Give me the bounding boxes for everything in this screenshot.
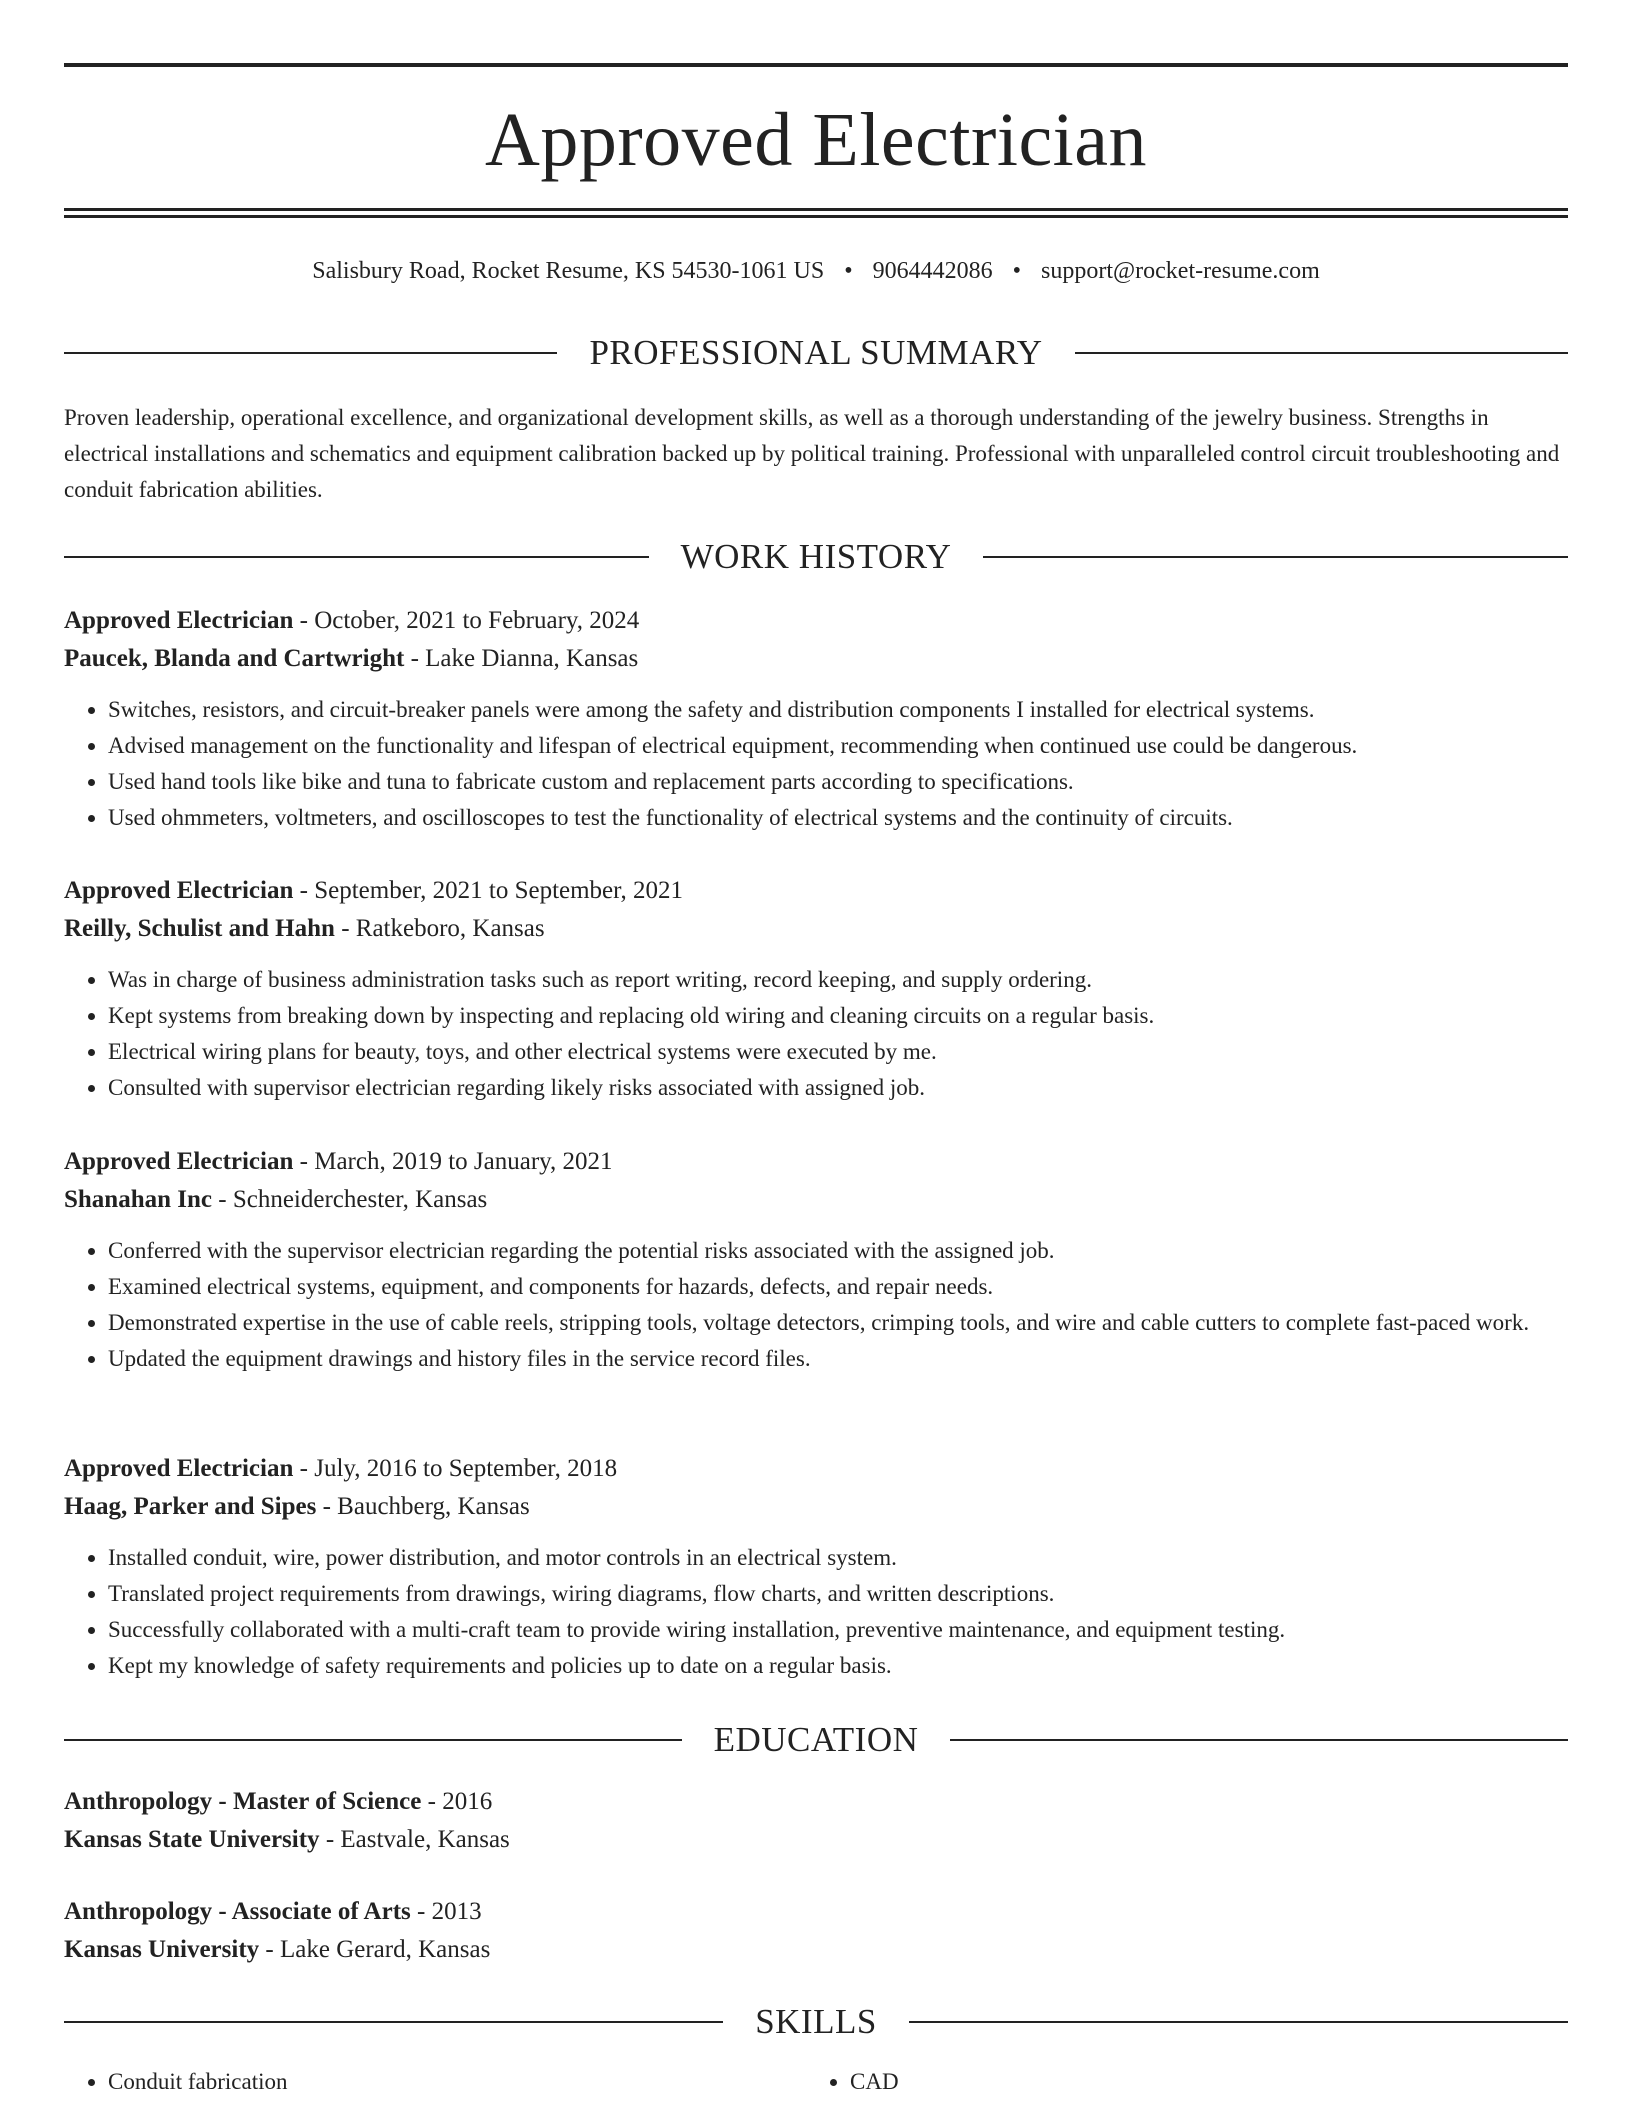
skills-columns xyxy=(64,2064,1568,2100)
job-role: Approved Electrician xyxy=(64,1148,294,1175)
section-rule-left xyxy=(64,2021,723,2023)
job-company: Reilly, Schulist and Hahn xyxy=(64,915,335,942)
job-title-line xyxy=(64,602,1568,640)
contact-phone: 9064442086 xyxy=(872,258,993,284)
section-rule-left xyxy=(64,556,649,558)
job-company-line xyxy=(64,1181,1568,1219)
education-year: - 2013 xyxy=(410,1898,482,1925)
job-company-line xyxy=(64,1488,1568,1526)
education-degree-line xyxy=(64,1783,1568,1821)
job-bullet: • Examined electrical systems, equipment, and components for hazards, defects, and repair needs. xyxy=(108,1269,1568,1305)
education-school: Kansas University xyxy=(64,1936,260,1963)
candidate-name: Approved Electrician xyxy=(484,98,1148,182)
section-rule-left xyxy=(64,352,557,354)
header-top-rule xyxy=(64,63,1568,67)
job-bullet: • Conferred with the supervisor electrician regarding the potential risks associated with the assigned job. xyxy=(108,1233,1568,1269)
job-bullet: • Electrical wiring plans for beauty, toys, and other electrical systems were executed by me. xyxy=(108,1034,1568,1070)
section-header-summary xyxy=(64,331,1568,375)
contact-separator: • xyxy=(844,258,853,284)
skill-item: • CAD xyxy=(850,2064,1548,2100)
contact-email: support@rocket-resume.com xyxy=(1041,258,1320,284)
job-location: - Ratkeboro, Kansas xyxy=(334,915,545,942)
section-rule-right xyxy=(909,2021,1568,2023)
job-dates: - March, 2019 to January, 2021 xyxy=(293,1148,613,1175)
job-bullet-list xyxy=(64,1233,1568,1377)
job-bullet: • Translated project requirements from drawings, wiring diagrams, flow charts, and written descriptions. xyxy=(108,1576,1568,1612)
section-title-education: EDUCATION xyxy=(713,1720,919,1759)
education-degree: Anthropology - Master of Science xyxy=(64,1788,422,1815)
contact-line xyxy=(64,254,1568,288)
job-entry xyxy=(64,1143,1568,1377)
job-bullet: • Used hand tools like bike and tuna to fabricate custom and replacement parts according to specifications. xyxy=(108,764,1568,800)
section-rule-right xyxy=(983,556,1568,558)
education-degree: Anthropology - Associate of Arts xyxy=(64,1898,411,1925)
education-school-line xyxy=(64,1821,1568,1859)
header-double-rule-upper xyxy=(64,208,1568,211)
job-bullet: • Updated the equipment drawings and history files in the service record files. xyxy=(108,1341,1568,1377)
job-company: Shanahan Inc xyxy=(64,1186,212,1213)
job-role: Approved Electrician xyxy=(64,877,294,904)
skills-list-left xyxy=(64,2064,806,2100)
job-bullet: • Installed conduit, wire, power distribution, and motor controls in an electrical system. xyxy=(108,1540,1568,1576)
job-location: - Bauchberg, Kansas xyxy=(316,1493,530,1520)
job-entry xyxy=(64,602,1568,836)
job-bullet: • Kept systems from breaking down by inspecting and replacing old wiring and cleaning circuits on a regular basis. xyxy=(108,998,1568,1034)
education-school-line xyxy=(64,1931,1568,1969)
job-bullet: • Kept my knowledge of safety requirements and policies up to date on a regular basis. xyxy=(108,1648,1568,1684)
job-location: - Lake Dianna, Kansas xyxy=(404,645,639,672)
job-title-line xyxy=(64,872,1568,910)
job-dates: - September, 2021 to September, 2021 xyxy=(293,877,683,904)
education-year: - 2016 xyxy=(421,1788,493,1815)
skills-list-right xyxy=(806,2064,1548,2100)
section-header-skills xyxy=(64,2000,1568,2044)
job-dates: - October, 2021 to February, 2024 xyxy=(293,607,640,634)
education-entry xyxy=(64,1893,1568,1969)
job-location: - Schneiderchester, Kansas xyxy=(212,1186,488,1213)
job-bullet: • Was in charge of business administration tasks such as report writing, record keeping, and supply ordering. xyxy=(108,962,1568,998)
header-double-rule-lower xyxy=(64,215,1568,218)
job-bullet: • Switches, resistors, and circuit-breaker panels were among the safety and distribution components I installed for electrical systems. xyxy=(108,692,1568,728)
summary-text: Proven leadership, operational excellence, and organizational development skills, as well as a thorough understanding of the jewelry business. Strengths in electrical installations and schematics and equipment calibration backed up by political training. Professional with unparalleled control circuit troubleshooting and conduit fabrication abilities. xyxy=(64,405,1560,502)
job-bullet-list xyxy=(64,1540,1568,1684)
section-rule-left xyxy=(64,1739,682,1741)
section-header-education xyxy=(64,1718,1568,1762)
section-header-work-history xyxy=(64,535,1568,579)
job-company: Paucek, Blanda and Cartwright xyxy=(64,645,405,672)
education-location: - Eastvale, Kansas xyxy=(319,1826,510,1853)
job-dates: - July, 2016 to September, 2018 xyxy=(293,1455,618,1482)
education-school: Kansas State University xyxy=(64,1826,320,1853)
section-title-skills: SKILLS xyxy=(755,2002,877,2041)
contact-address: Salisbury Road, Rocket Resume, KS 54530-1061 US xyxy=(312,258,825,284)
job-company-line xyxy=(64,640,1568,678)
job-bullet: • Consulted with supervisor electrician regarding likely risks associated with assigned job. xyxy=(108,1070,1568,1106)
job-bullet: • Successfully collaborated with a multi-craft team to provide wiring installation, preventive maintenance, and equipment testing. xyxy=(108,1612,1568,1648)
job-entry xyxy=(64,872,1568,1106)
job-title-line xyxy=(64,1450,1568,1488)
skill-item: • Conduit fabrication xyxy=(108,2064,806,2100)
job-role: Approved Electrician xyxy=(64,607,294,634)
job-bullet: • Used ohmmeters, voltmeters, and oscilloscopes to test the functionality of electrical systems and the continuity of circuits. xyxy=(108,800,1568,836)
job-company: Haag, Parker and Sipes xyxy=(64,1493,317,1520)
job-bullet: • Demonstrated expertise in the use of cable reels, stripping tools, voltage detectors, crimping tools, and wire and cable cutters to complete fast-paced work. xyxy=(108,1305,1568,1341)
section-title-summary: PROFESSIONAL SUMMARY xyxy=(589,333,1043,372)
job-company-line xyxy=(64,910,1568,948)
job-bullet: • Advised management on the functionality and lifespan of electrical equipment, recommending when continued use could be dangerous. xyxy=(108,728,1568,764)
education-location: - Lake Gerard, Kansas xyxy=(259,1936,491,1963)
education-entry xyxy=(64,1783,1568,1859)
job-role: Approved Electrician xyxy=(64,1455,294,1482)
section-title-work-history: WORK HISTORY xyxy=(680,537,952,576)
job-bullet-list xyxy=(64,962,1568,1106)
section-rule-right xyxy=(950,1739,1568,1741)
section-rule-right xyxy=(1075,352,1568,354)
contact-separator: • xyxy=(1012,258,1022,284)
job-title-line xyxy=(64,1143,1568,1181)
education-degree-line xyxy=(64,1893,1568,1931)
job-bullet-list xyxy=(64,692,1568,836)
job-entry xyxy=(64,1450,1568,1684)
